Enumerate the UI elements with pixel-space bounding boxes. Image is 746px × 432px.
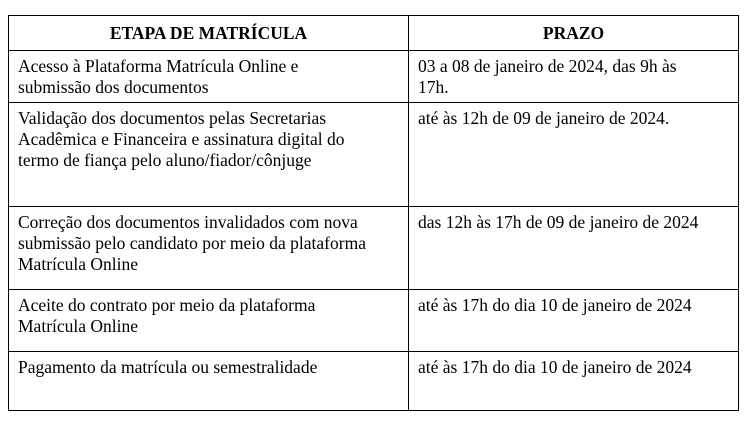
table-row [9,51,739,103]
stage-cell: Acesso à Plataforma Matrícula Online e submissão dos documentos [9,51,409,103]
deadline-cell: até às 12h de 09 de janeiro de 2024. [409,103,739,207]
deadline-cell: até às 17h do dia 10 de janeiro de 2024 [409,352,739,411]
table-row [9,352,739,411]
enrollment-schedule-table [8,15,739,411]
stage-cell: Aceite do contrato por meio da plataforma Matrícula Online [9,290,409,352]
stage-cell: Correção dos documentos invalidados com nova submissão pelo candidato por meio da plataforma Matrícula Online [9,207,409,290]
table-row [9,290,739,352]
table-row [9,103,739,207]
table-header-row [9,16,739,51]
stage-cell: Validação dos documentos pelas Secretarias Acadêmica e Financeira e assinatura digital do termo de fiança pelo aluno/fiador/cônjuge [9,103,409,207]
header-stage: ETAPA DE MATRÍCULA [9,16,409,51]
deadline-cell: até às 17h do dia 10 de janeiro de 2024 [409,290,739,352]
header-deadline: PRAZO [409,16,739,51]
table-row [9,207,739,290]
deadline-cell: das 12h às 17h de 09 de janeiro de 2024 [409,207,739,290]
deadline-cell: 03 a 08 de janeiro de 2024, das 9h às 17h. [409,51,739,103]
stage-cell: Pagamento da matrícula ou semestralidade [9,352,409,411]
